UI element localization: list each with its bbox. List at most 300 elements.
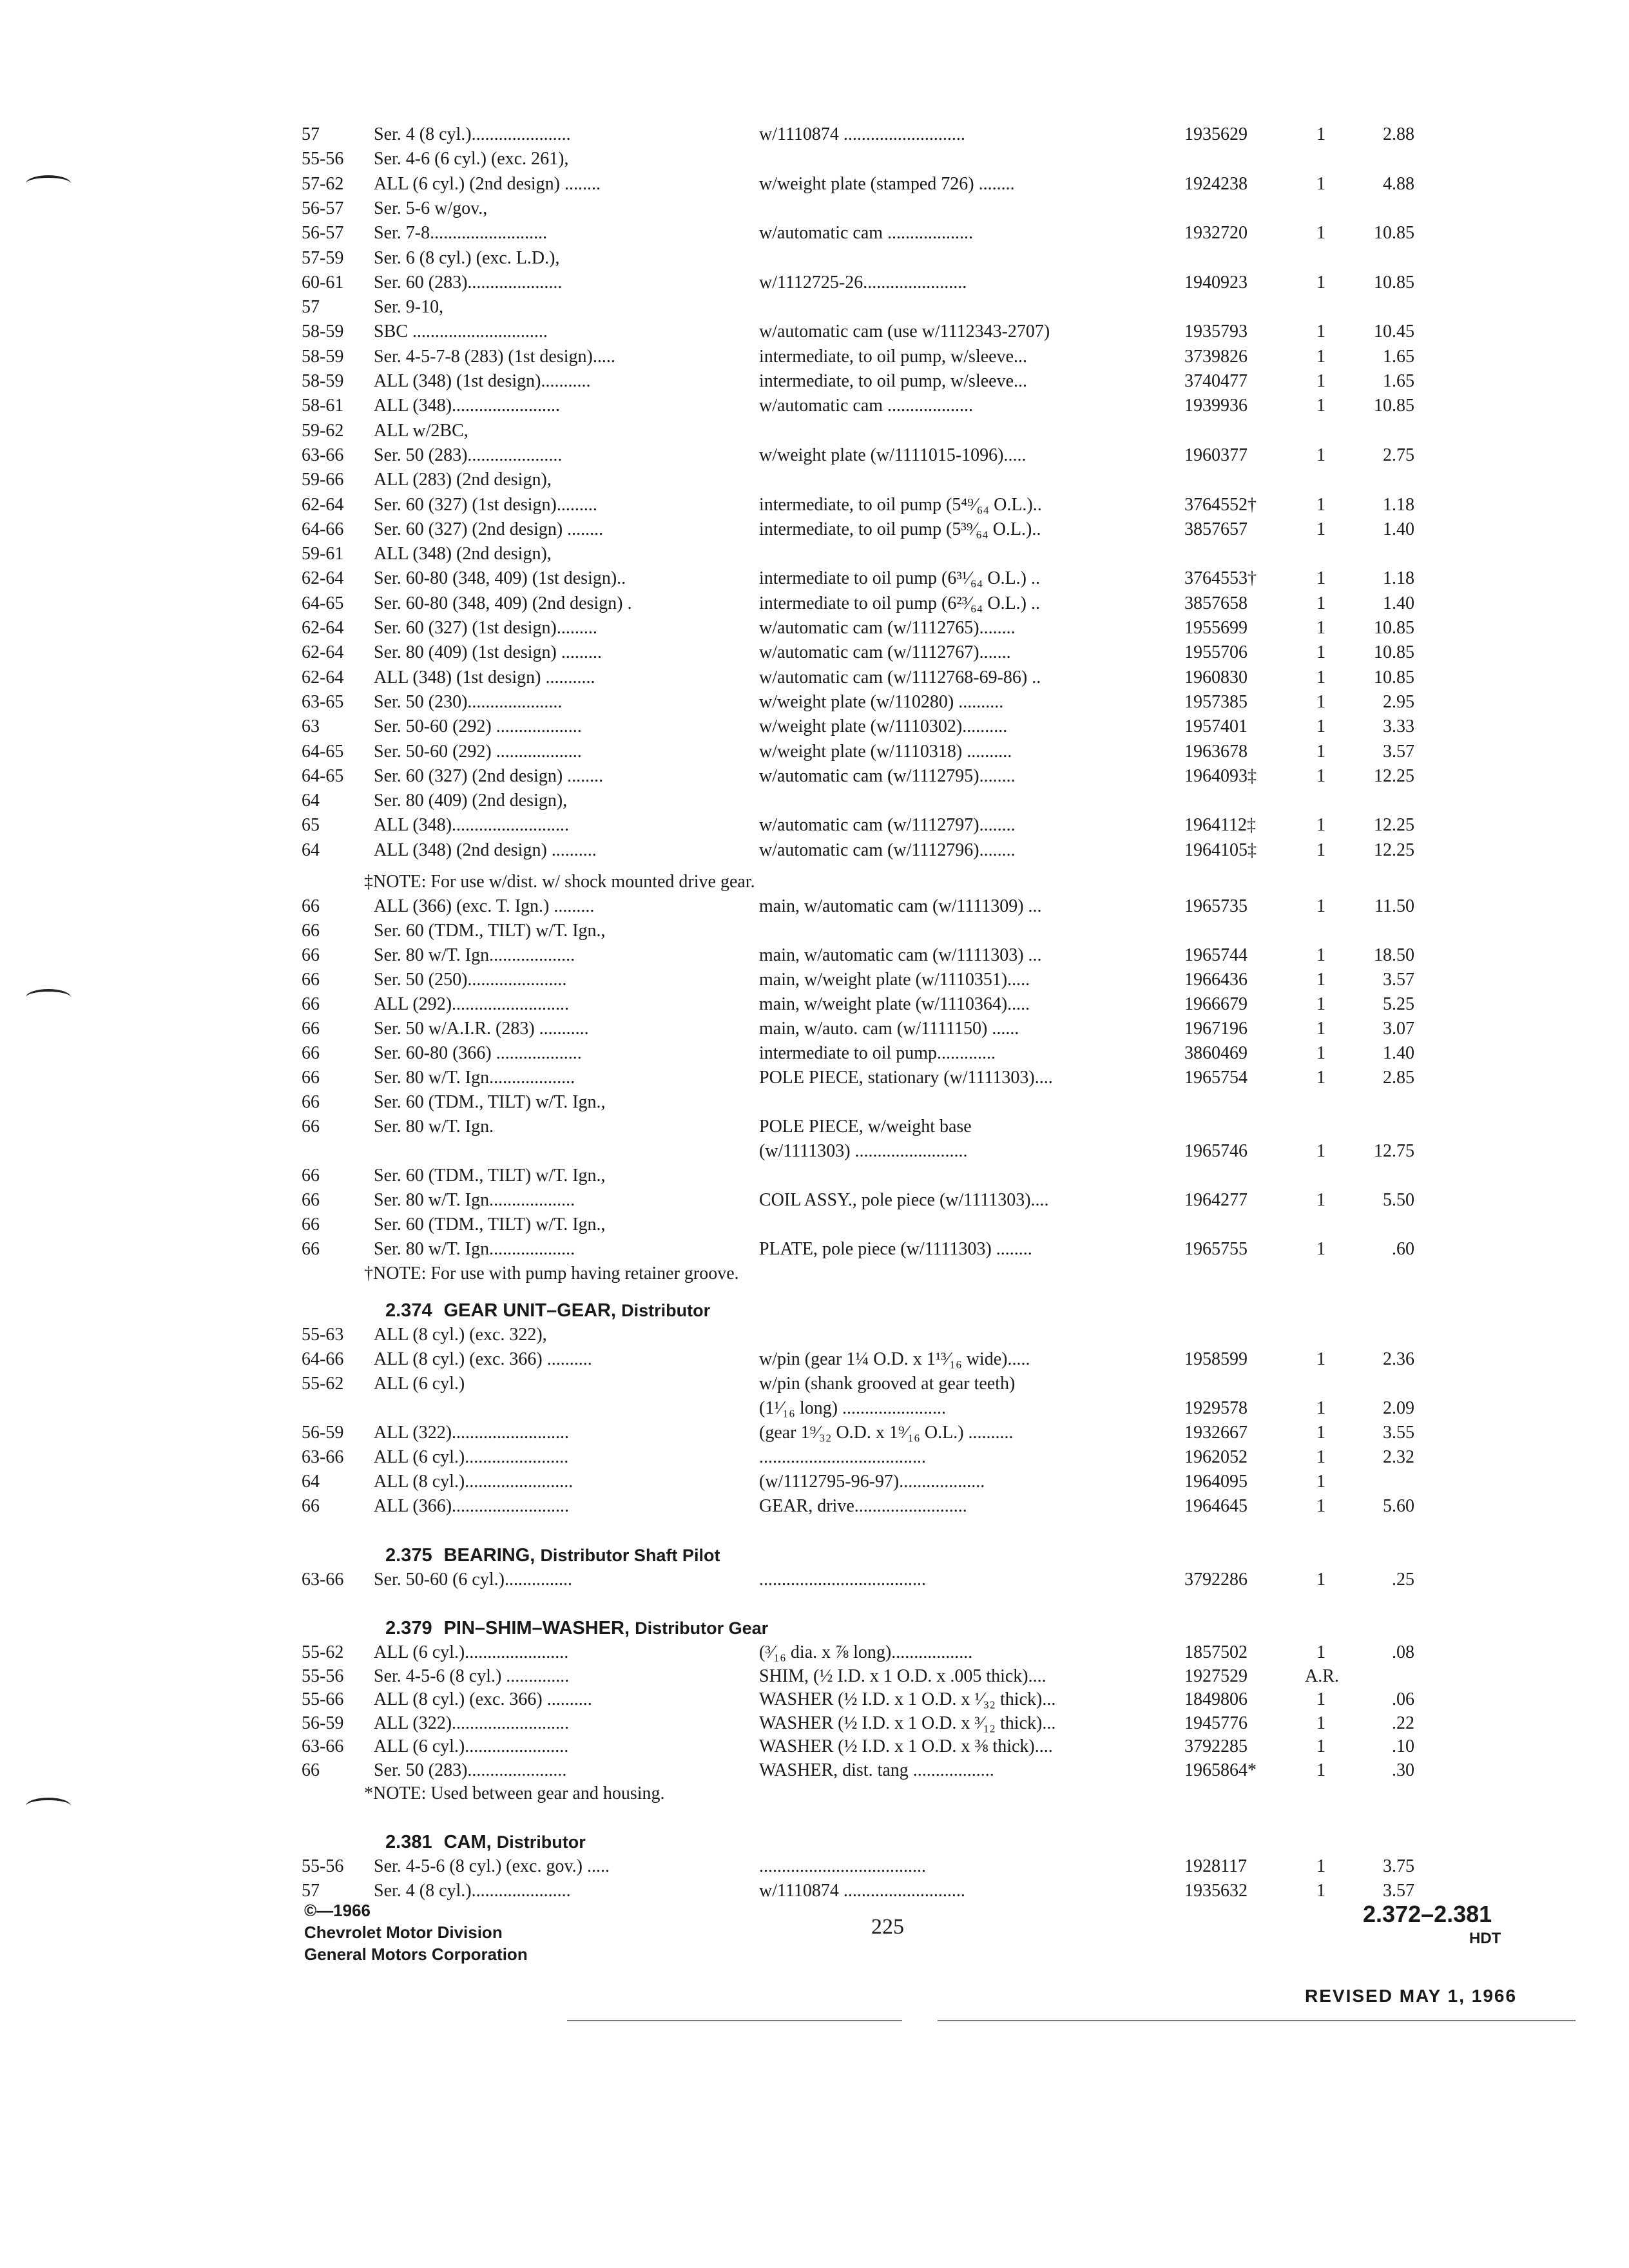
- part-row: [0, 542, 1629, 566]
- catalog-code: HDT: [1469, 1930, 1501, 1947]
- section-heading: [385, 1616, 768, 1640]
- part-row: [0, 246, 1629, 271]
- model-years: 58-59: [302, 322, 344, 342]
- part-row: [0, 1090, 1629, 1115]
- part-row: [0, 666, 1629, 690]
- price: 1.40: [1383, 593, 1414, 613]
- part-row: [0, 1687, 1629, 1712]
- model-years: 66: [302, 994, 320, 1014]
- description: intermediate, to oil pump, w/sleeve...: [759, 346, 1028, 367]
- revision-date: REVISED MAY 1, 1966: [1305, 1986, 1518, 2006]
- price: 10.85: [1374, 396, 1414, 416]
- model-years: 62-64: [302, 667, 344, 687]
- section-subtitle: Distributor Shaft Pilot: [540, 1546, 720, 1565]
- part-row: [0, 517, 1629, 542]
- price: 12.25: [1374, 840, 1414, 860]
- quantity: A.R.: [1305, 1666, 1339, 1686]
- application: Ser. 60 (327) (1st design).........: [374, 494, 597, 515]
- model-years: 56-57: [302, 223, 344, 244]
- description: w/1110874 ...........................: [759, 124, 965, 144]
- description: intermediate to oil pump (6³¹⁄₆₄ O.L.) ..: [759, 568, 1041, 589]
- quantity: 1: [1316, 945, 1325, 965]
- price: 11.50: [1374, 896, 1414, 916]
- application: ALL (6 cyl.) (2nd design) ........: [374, 173, 601, 194]
- part-number: 1935793: [1184, 322, 1248, 342]
- price: .06: [1392, 1689, 1414, 1709]
- price: .08: [1392, 1642, 1414, 1662]
- application: ALL (6 cyl.).......................: [374, 1736, 569, 1756]
- application: ALL (6 cyl.).......................: [374, 1447, 569, 1467]
- application: Ser. 60 (TDM., TILT) w/T. Ign.,: [374, 1166, 606, 1186]
- model-years: 66: [302, 1092, 320, 1112]
- model-years: 64-65: [302, 765, 344, 786]
- section-number: 2.375: [385, 1545, 432, 1566]
- price: 3.57: [1383, 1881, 1414, 1901]
- model-years: 58-59: [302, 371, 344, 391]
- part-number: 1945776: [1184, 1713, 1248, 1733]
- description: w/weight plate (w/1110302)..........: [759, 716, 1008, 737]
- part-number: 1927529: [1184, 1666, 1248, 1686]
- part-number: 1965746: [1184, 1141, 1248, 1161]
- quantity: 1: [1316, 1447, 1325, 1467]
- part-row: [0, 992, 1629, 1017]
- part-number: 3739826: [1184, 346, 1248, 367]
- part-row: [0, 1735, 1629, 1759]
- part-row: [0, 1237, 1629, 1262]
- part-number: 1928117: [1184, 1856, 1247, 1876]
- description: main, w/weight plate (w/1110351).....: [759, 970, 1030, 990]
- model-years: 65: [302, 815, 320, 836]
- model-years: 64: [302, 791, 320, 811]
- quantity: 1: [1316, 1689, 1325, 1709]
- price: 3.57: [1383, 970, 1414, 990]
- quantity: 1: [1316, 1496, 1325, 1516]
- description: w/1110874 ...........................: [759, 1881, 965, 1901]
- quantity: 1: [1316, 322, 1325, 342]
- section-number: 2.379: [385, 1618, 432, 1639]
- footnote-row: [0, 870, 1629, 894]
- section-heading: [385, 1830, 586, 1854]
- quantity: 1: [1316, 1141, 1325, 1161]
- part-row: [0, 1396, 1629, 1421]
- quantity: 1: [1316, 1423, 1325, 1443]
- quantity: 1: [1316, 741, 1325, 762]
- model-years: 57: [302, 1881, 320, 1901]
- model-years: 56-57: [302, 198, 344, 218]
- quantity: 1: [1316, 1881, 1325, 1901]
- model-years: 55-66: [302, 1689, 344, 1709]
- model-years: 64: [302, 840, 320, 860]
- bottom-rule: [567, 2020, 902, 2021]
- application: Ser. 80 w/T. Ign...................: [374, 1239, 575, 1259]
- model-years: 55-56: [302, 1666, 344, 1686]
- model-years: 59-62: [302, 420, 344, 441]
- footnote-row: [0, 1262, 1629, 1286]
- model-years: 66: [302, 896, 320, 916]
- price: 3.33: [1383, 716, 1414, 737]
- application: Ser. 4-5-7-8 (283) (1st design).....: [374, 346, 615, 367]
- price: 5.60: [1383, 1496, 1414, 1516]
- price: .60: [1392, 1239, 1414, 1259]
- application: ALL (348)..........................: [374, 815, 570, 836]
- quantity: 1: [1316, 896, 1325, 916]
- part-row: [0, 443, 1629, 468]
- price: 2.95: [1383, 691, 1414, 712]
- quantity: 1: [1316, 396, 1325, 416]
- model-years: 59-61: [302, 544, 344, 564]
- application: Ser. 80 w/T. Ign...................: [374, 1068, 575, 1088]
- application: ALL (8 cyl.) (exc. 322),: [374, 1325, 547, 1345]
- part-number: 1958599: [1184, 1349, 1248, 1369]
- price: 1.65: [1383, 371, 1414, 391]
- application: Ser. 60-80 (348, 409) (2nd design) .: [374, 593, 632, 613]
- part-number: 1935632: [1184, 1881, 1248, 1901]
- quantity: 1: [1316, 667, 1325, 687]
- part-row: [0, 813, 1629, 838]
- part-row: [0, 221, 1629, 245]
- quantity: 1: [1316, 568, 1325, 589]
- application: Ser. 60 (327) (2nd design) ........: [374, 519, 604, 539]
- part-row: [0, 690, 1629, 715]
- part-row: [0, 1445, 1629, 1470]
- quantity: 1: [1316, 1570, 1325, 1590]
- description: (w/1111303) .........................: [759, 1141, 968, 1161]
- part-row: [0, 1323, 1629, 1347]
- model-years: 63-66: [302, 1447, 344, 1467]
- part-row: [0, 345, 1629, 369]
- model-years: 64-65: [302, 741, 344, 762]
- application: Ser. 50 (250)......................: [374, 970, 567, 990]
- part-number: 1957385: [1184, 691, 1248, 712]
- part-number: 1964093‡: [1184, 765, 1257, 786]
- model-years: 62-64: [302, 568, 344, 589]
- price: 12.25: [1374, 815, 1414, 836]
- application: Ser. 50 (230).....................: [374, 691, 563, 712]
- description: SHIM, (½ I.D. x 1 O.D. x .005 thick)....: [759, 1666, 1046, 1686]
- model-years: 66: [302, 1019, 320, 1039]
- description: w/automatic cam ...................: [759, 223, 974, 244]
- quantity: 1: [1316, 124, 1325, 144]
- application: Ser. 60 (327) (2nd design) ........: [374, 765, 604, 786]
- quantity: 1: [1316, 346, 1325, 367]
- application: Ser. 50-60 (292) ...................: [374, 716, 582, 737]
- price: 2.09: [1383, 1398, 1414, 1418]
- application: ALL (6 cyl.): [374, 1374, 465, 1394]
- description: WASHER, dist. tang ..................: [759, 1760, 994, 1780]
- footnote: ‡NOTE: For use w/dist. w/ shock mounted drive gear.: [364, 872, 755, 892]
- part-row: [0, 419, 1629, 443]
- application: Ser. 50 (283).....................: [374, 445, 563, 465]
- part-number: 3792285: [1184, 1736, 1248, 1756]
- part-row: [0, 566, 1629, 591]
- model-years: 66: [302, 1117, 320, 1137]
- description: GEAR, drive.........................: [759, 1496, 967, 1516]
- part-number: 1966436: [1184, 970, 1248, 990]
- part-number: 1849806: [1184, 1689, 1248, 1709]
- application: ALL (8 cyl.) (exc. 366) ..........: [374, 1689, 592, 1709]
- part-row: [0, 1494, 1629, 1519]
- application: ALL (322)..........................: [374, 1423, 570, 1443]
- model-years: 56-59: [302, 1423, 344, 1443]
- price: 2.88: [1383, 124, 1414, 144]
- description: w/weight plate (stamped 726) ........: [759, 173, 1015, 194]
- application: ALL (8 cyl.)........................: [374, 1472, 574, 1492]
- application: Ser. 60 (327) (1st design).........: [374, 618, 597, 638]
- model-years: 66: [302, 1166, 320, 1186]
- part-number: 3857658: [1184, 593, 1248, 613]
- part-number: 1964112‡: [1184, 815, 1256, 836]
- section-number: 2.374: [385, 1300, 432, 1321]
- price: 4.88: [1383, 173, 1414, 194]
- model-years: 55-62: [302, 1374, 344, 1394]
- part-number: 1964645: [1184, 1496, 1248, 1516]
- model-years: 55-56: [302, 149, 344, 169]
- section-number: 2.381: [385, 1832, 432, 1852]
- price: 3.07: [1383, 1019, 1414, 1039]
- model-years: 62-64: [302, 642, 344, 663]
- part-row: [0, 894, 1629, 919]
- application: Ser. 50-60 (6 cyl.)...............: [374, 1570, 572, 1590]
- application: Ser. 80 w/T. Ign...................: [374, 945, 575, 965]
- part-number: 1965864*: [1184, 1760, 1257, 1780]
- part-row: [0, 468, 1629, 492]
- application: ALL (322)..........................: [374, 1713, 570, 1733]
- quantity: 1: [1316, 1349, 1325, 1369]
- part-row: [0, 1711, 1629, 1736]
- application: Ser. 9-10,: [374, 297, 444, 318]
- part-row: [0, 1664, 1629, 1689]
- application: ALL (348) (2nd design),: [374, 544, 552, 564]
- part-number: 1965735: [1184, 896, 1248, 916]
- application: ALL (348)........................: [374, 396, 561, 416]
- part-row: [0, 1879, 1629, 1903]
- model-years: 59-66: [302, 470, 344, 490]
- part-row: [0, 147, 1629, 171]
- part-row: [0, 1854, 1629, 1879]
- application: Ser. 5-6 w/gov.,: [374, 198, 488, 218]
- part-number: 1929578: [1184, 1398, 1248, 1418]
- application: ALL (366) (exc. T. Ign.) .........: [374, 896, 595, 916]
- application: Ser. 80 w/T. Ign.: [374, 1117, 494, 1137]
- part-row: [0, 740, 1629, 764]
- quantity: 1: [1316, 1398, 1325, 1418]
- part-row: [0, 616, 1629, 640]
- section-subtitle: Distributor: [496, 1832, 586, 1852]
- part-number: 3764553†: [1184, 568, 1257, 589]
- model-years: 66: [302, 1190, 320, 1210]
- model-years: 55-62: [302, 1642, 344, 1662]
- quantity: 1: [1316, 1190, 1325, 1210]
- price: .25: [1392, 1570, 1414, 1590]
- description: .....................................: [759, 1570, 926, 1590]
- model-years: 66: [302, 1215, 320, 1235]
- description: main, w/automatic cam (w/1111309) ...: [759, 896, 1042, 916]
- part-row: [0, 640, 1629, 665]
- price: 10.85: [1374, 642, 1414, 663]
- application: Ser. 4-6 (6 cyl.) (exc. 261),: [374, 149, 569, 169]
- price: 1.40: [1383, 1043, 1414, 1063]
- part-row: [0, 1347, 1629, 1372]
- part-number: 1965755: [1184, 1239, 1248, 1259]
- application: ALL w/2BC,: [374, 420, 468, 441]
- quantity: 1: [1316, 1472, 1325, 1492]
- part-row: [0, 1041, 1629, 1066]
- page-number: 225: [871, 1915, 904, 1939]
- model-years: 64: [302, 1472, 320, 1492]
- description: (³⁄₁₆ dia. x ⅞ long)..................: [759, 1642, 973, 1662]
- quantity: 1: [1316, 618, 1325, 638]
- part-row: [0, 271, 1629, 295]
- part-number: 1965754: [1184, 1068, 1248, 1088]
- part-number: 1965744: [1184, 945, 1248, 965]
- description: POLE PIECE, stationary (w/1111303)....: [759, 1068, 1053, 1088]
- model-years: 62-64: [302, 618, 344, 638]
- description: WASHER (½ I.D. x 1 O.D. x ⅜ thick)....: [759, 1736, 1053, 1756]
- model-years: 64-66: [302, 1349, 344, 1369]
- part-number: 1960377: [1184, 445, 1248, 465]
- description: PLATE, pole piece (w/1111303) ........: [759, 1239, 1032, 1259]
- price: 3.57: [1383, 741, 1414, 762]
- section-subtitle: Distributor: [621, 1301, 711, 1320]
- model-years: 64-65: [302, 593, 344, 613]
- description: .....................................: [759, 1856, 926, 1876]
- price: 1.18: [1383, 568, 1414, 589]
- quantity: 1: [1316, 716, 1325, 737]
- part-row: [0, 1017, 1629, 1041]
- price: 12.25: [1374, 765, 1414, 786]
- description: w/automatic cam (w/1112768-69-86) ..: [759, 667, 1041, 687]
- part-number: 3764552†: [1184, 494, 1257, 515]
- quantity: 1: [1316, 994, 1325, 1014]
- application: Ser. 6 (8 cyl.) (exc. L.D.),: [374, 247, 560, 268]
- part-row: [0, 789, 1629, 813]
- application: Ser. 80 (409) (2nd design),: [374, 791, 568, 811]
- model-years: 62-64: [302, 494, 344, 515]
- application: Ser. 80 (409) (1st design) .........: [374, 642, 602, 663]
- part-row: [0, 1066, 1629, 1090]
- application: ALL (348) (1st design)...........: [374, 371, 591, 391]
- price: 18.50: [1374, 945, 1414, 965]
- quantity: 1: [1316, 1713, 1325, 1733]
- description: w/weight plate (w/110280) ..........: [759, 691, 1004, 712]
- model-years: 63-66: [302, 1736, 344, 1756]
- quantity: 1: [1316, 445, 1325, 465]
- model-years: 55-56: [302, 1856, 344, 1876]
- part-number: 1932667: [1184, 1423, 1248, 1443]
- description: main, w/auto. cam (w/1111150) ......: [759, 1019, 1019, 1039]
- part-row: [0, 764, 1629, 789]
- part-row: [0, 295, 1629, 320]
- section-range: 2.372–2.381: [1363, 1901, 1492, 1927]
- application: Ser. 4-5-6 (8 cyl.) (exc. gov.) .....: [374, 1856, 610, 1876]
- part-row: [0, 197, 1629, 221]
- part-number: 1960830: [1184, 667, 1248, 687]
- application: ALL (8 cyl.) (exc. 366) ..........: [374, 1349, 592, 1369]
- application: Ser. 50 (283)......................: [374, 1760, 567, 1780]
- model-years: 66: [302, 921, 320, 941]
- model-years: 57: [302, 297, 320, 318]
- description: WASHER (½ I.D. x 1 O.D. x ³⁄₁₂ thick)...: [759, 1713, 1056, 1733]
- price: 2.85: [1383, 1068, 1414, 1088]
- section-heading: [385, 1543, 720, 1568]
- part-row: [0, 1164, 1629, 1188]
- model-years: 64-66: [302, 519, 344, 539]
- price: 3.55: [1383, 1423, 1414, 1443]
- description: POLE PIECE, w/weight base: [759, 1117, 972, 1137]
- quantity: 1: [1316, 272, 1325, 293]
- quantity: 1: [1316, 765, 1325, 786]
- quantity: 1: [1316, 642, 1325, 663]
- section-title: PIN–SHIM–WASHER,: [443, 1618, 630, 1639]
- part-number: 1955706: [1184, 642, 1248, 663]
- price: 3.75: [1383, 1856, 1414, 1876]
- part-number: 1939936: [1184, 396, 1248, 416]
- part-number: 1963678: [1184, 741, 1248, 762]
- model-years: 58-59: [302, 346, 344, 367]
- application: Ser. 60-80 (366) ...................: [374, 1043, 582, 1063]
- description: w/weight plate (w/1111015-1096).....: [759, 445, 1027, 465]
- application: Ser. 7-8..........................: [374, 223, 548, 244]
- description: (1¹⁄₁₆ long) .......................: [759, 1398, 947, 1418]
- description: w/automatic cam (w/1112795)........: [759, 765, 1016, 786]
- bottom-rule: [938, 2020, 1576, 2021]
- application: Ser. 60 (TDM., TILT) w/T. Ign.,: [374, 1215, 606, 1235]
- part-number: 1935629: [1184, 124, 1248, 144]
- application: Ser. 50-60 (292) ...................: [374, 741, 582, 762]
- application: Ser. 80 w/T. Ign...................: [374, 1190, 575, 1210]
- footnote-row: [0, 1782, 1629, 1806]
- part-row: [0, 493, 1629, 517]
- quantity: 1: [1316, 1736, 1325, 1756]
- part-number: 3792286: [1184, 1570, 1248, 1590]
- description: intermediate to oil pump (6²³⁄₆₄ O.L.) ..: [759, 593, 1041, 613]
- quantity: 1: [1316, 1239, 1325, 1259]
- quantity: 1: [1316, 593, 1325, 613]
- part-number: 1962052: [1184, 1447, 1248, 1467]
- model-years: 66: [302, 1239, 320, 1259]
- part-row: [0, 172, 1629, 197]
- description: intermediate, to oil pump (5⁴⁹⁄₆₄ O.L.)..: [759, 494, 1042, 515]
- price: 10.45: [1374, 322, 1414, 342]
- description: COIL ASSY., pole piece (w/1111303)....: [759, 1190, 1049, 1210]
- section-subtitle: Distributor Gear: [635, 1619, 769, 1638]
- part-row: [0, 943, 1629, 968]
- footnote: *NOTE: Used between gear and housing.: [364, 1783, 665, 1803]
- part-number: 1967196: [1184, 1019, 1248, 1039]
- model-years: 63-65: [302, 691, 344, 712]
- part-row: [0, 715, 1629, 739]
- quantity: 1: [1316, 970, 1325, 990]
- part-number: 3860469: [1184, 1043, 1248, 1063]
- section-title: CAM,: [443, 1832, 492, 1852]
- model-years: 66: [302, 970, 320, 990]
- description: w/automatic cam (w/1112765)........: [759, 618, 1016, 638]
- description: w/automatic cam (use w/1112343-2707): [759, 322, 1050, 342]
- model-years: 66: [302, 1068, 320, 1088]
- description: w/automatic cam ...................: [759, 396, 974, 416]
- price: 2.32: [1383, 1447, 1414, 1467]
- description: w/weight plate (w/1110318) ..........: [759, 741, 1012, 762]
- part-row: [0, 919, 1629, 943]
- description: w/automatic cam (w/1112767).......: [759, 642, 1011, 663]
- part-row: [0, 1115, 1629, 1139]
- quantity: 1: [1316, 173, 1325, 194]
- quantity: 1: [1316, 1760, 1325, 1780]
- part-row: [0, 591, 1629, 616]
- part-row: [0, 1640, 1629, 1665]
- footnote: †NOTE: For use with pump having retainer groove.: [364, 1264, 739, 1283]
- part-number: 1964277: [1184, 1190, 1248, 1210]
